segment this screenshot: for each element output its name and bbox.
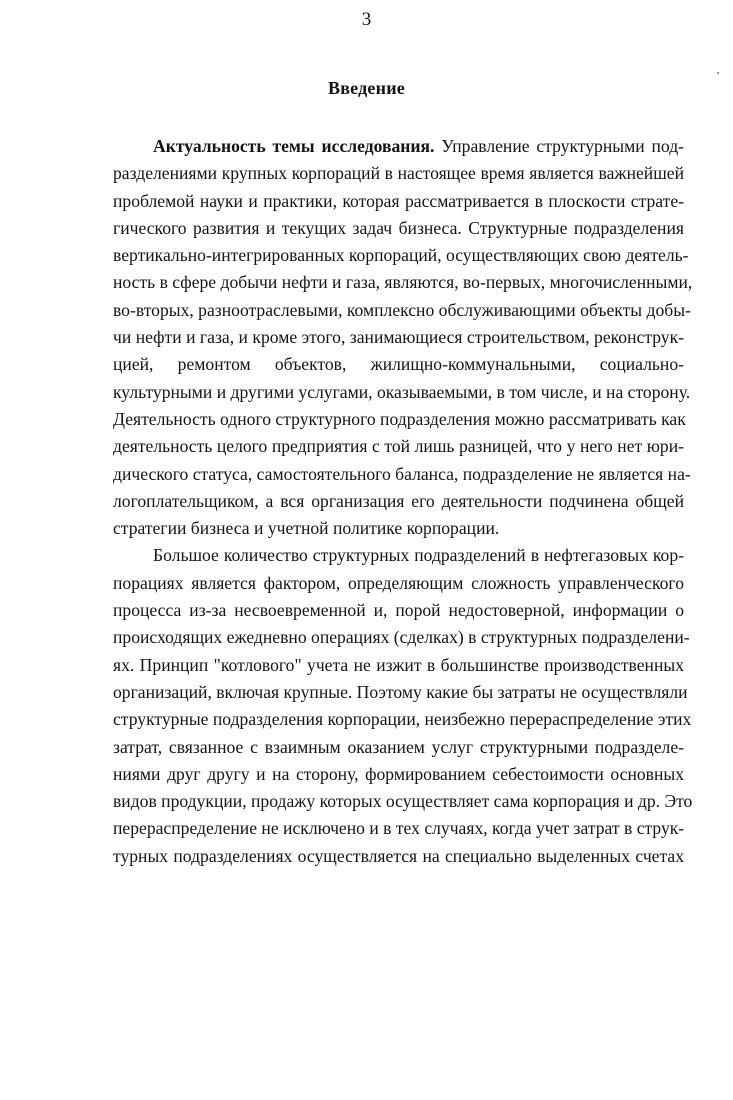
text-line: вертикально-интегрированных корпораций, осуществляющих свою деятель-: [113, 245, 689, 266]
text-line: затрат, связанное с взаимным оказанием услуг структурными подразделе-: [113, 736, 684, 757]
document-body: [113, 133, 693, 870]
text-line: культурными и другими услугами, оказываемыми, в том числе, и на сторону.: [113, 381, 691, 402]
text-line: процесса из-за несвоевременной и, порой недостоверной, информации о: [113, 600, 684, 621]
text-line: чи нефти и газа, и кроме этого, занимающиеся строительством, реконструк-: [113, 327, 684, 348]
text-line: Деятельность одного структурного подразделения можно рассматривать как: [113, 408, 686, 429]
text-line: цией, ремонтом объектов, жилищно-коммунальными, социально-: [113, 354, 684, 375]
text-line: стратегии бизнеса и учетной политике корпорации.: [113, 518, 500, 539]
scan-artifact-mark: [717, 72, 719, 74]
text-line: ях. Принцип "котлового" учета не изжит в большинстве производственных: [113, 654, 684, 675]
text-line: видов продукции, продажу которых осуществляет сама корпорация и др. Это: [113, 791, 693, 812]
text-line: перераспределение не исключено и в тех случаях, когда учет затрат в струк-: [113, 818, 685, 839]
text-line: гического развития и текущих задач бизнеса. Структурные подразделения: [113, 217, 684, 238]
text-line: во-вторых, разноотраслевыми, комплексно обслуживающими объекты добы-: [113, 299, 691, 320]
text-line: ность в сфере добычи нефти и газа, являются, во-первых, многочисленными,: [113, 272, 693, 293]
page-title: Введение: [328, 78, 405, 98]
text-line: деятельность целого предприятия с той лишь разницей, что у него нет юри-: [113, 436, 684, 457]
text-line: дического статуса, самостоятельного баланса, подразделение не является на-: [113, 463, 691, 484]
text-line: Большое количество структурных подразделений в нефтегазовых кор-: [153, 545, 684, 566]
text-line: проблемой науки и практики, которая рассматривается в плоскости страте-: [113, 190, 684, 211]
text-line: структурные подразделения корпорации, неизбежно перераспределение этих: [113, 709, 692, 730]
paragraph-relevance: [113, 133, 693, 542]
text-line: логоплательщиком, а вся организация его деятельности подчинена общей: [113, 490, 684, 511]
text-line: порациях является фактором, определяющим сложность управленческого: [113, 572, 684, 593]
text-line: происходящих ежедневно операциях (сделках) в структурных подразделени-: [113, 627, 690, 648]
page-number: 3: [361, 9, 372, 30]
text-line: организаций, включая крупные. Поэтому какие бы затраты не осуществляли: [113, 681, 688, 702]
text-line: ниями друг другу и на сторону, формированием себестоимости основных: [113, 763, 684, 784]
relevance-lead: Актуальность темы исследования.: [153, 136, 435, 156]
text-line: турных подразделениях осуществляется на специально выделенных счетах: [113, 845, 684, 866]
text-line: Актуальность темы исследования. Управление структурными под-: [153, 136, 684, 156]
text-line: разделениями крупных корпораций в настоящее время является важнейшей: [113, 163, 684, 184]
paragraph-subdivisions: [113, 542, 693, 870]
